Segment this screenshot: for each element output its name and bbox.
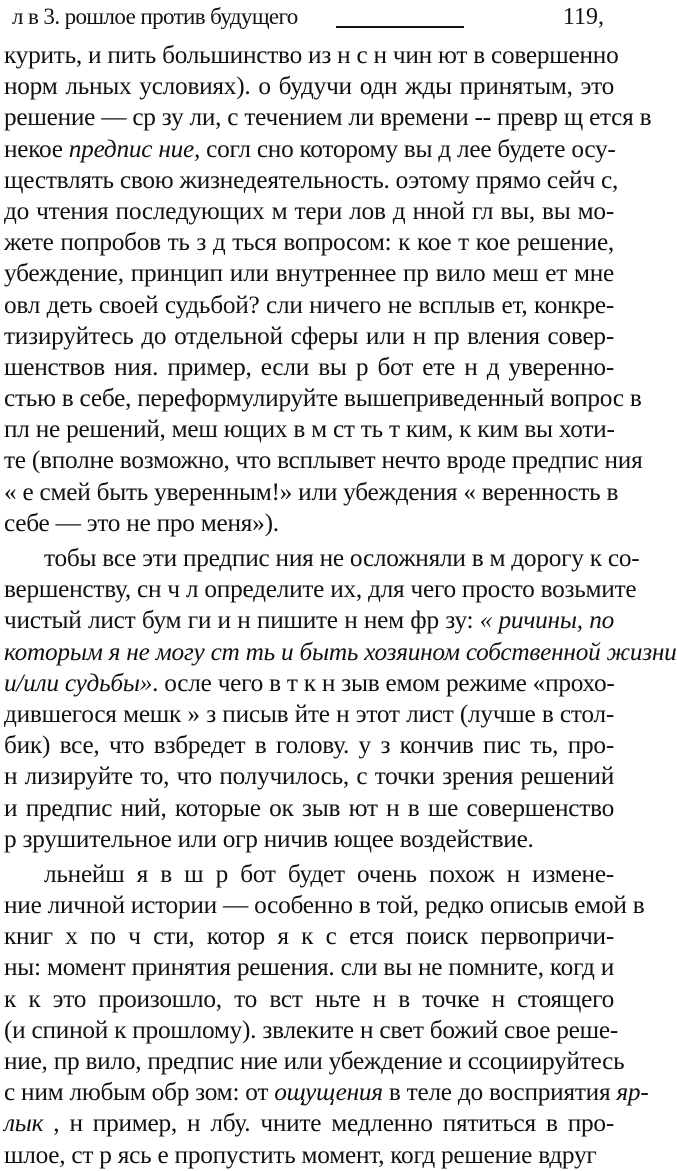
text-run: овл деть своей судьбой? сли ничего не всплыв ет, конкре- xyxy=(4,290,614,319)
text-line xyxy=(4,761,614,792)
text-line xyxy=(4,71,614,102)
text-line xyxy=(4,290,614,321)
text-run: себе — это не про меня»). xyxy=(4,508,279,537)
page-number: 119, xyxy=(562,4,604,30)
text-line xyxy=(4,1108,614,1139)
text-line xyxy=(4,543,640,574)
paragraph xyxy=(4,40,652,539)
text-line xyxy=(4,1015,619,1046)
text-run: « е смей быть уверенным!» или убеждения « веренность в xyxy=(4,477,619,506)
text-line xyxy=(4,952,614,983)
paragraph xyxy=(4,543,677,855)
text-run: н лизируйте то, что получилось, с точки зрения решений xyxy=(4,762,614,791)
text-line xyxy=(4,508,614,539)
text-line xyxy=(4,668,614,699)
text-run: ние личной истории — особенно в той, редко описыв емой в xyxy=(4,891,645,920)
italic-text: и/или судьбы» xyxy=(4,668,153,697)
text-line xyxy=(4,984,614,1015)
text-run: и предпис ний, которые ок зыв ют н в ше совершенство xyxy=(4,793,614,822)
text-line xyxy=(4,637,677,668)
text-run: (и спиной к прошлому). звлеките н свет божий свое реше- xyxy=(4,1015,619,1044)
text-run: в теле до восприятия xyxy=(382,1078,617,1107)
text-line xyxy=(4,1077,649,1108)
text-run: ществлять свою жизнедеятельность. оэтому прямо сейч с, xyxy=(4,165,619,194)
text-run: к к это произошло, то вст ньте н в точке н стоящего xyxy=(4,984,614,1013)
italic-text: яр- xyxy=(616,1078,649,1107)
text-run: бик) все, что взбредет в голову. у з кончив пис ть, про- xyxy=(4,731,614,760)
italic-text: « ричины, по xyxy=(479,606,614,635)
text-run: норм льных условиях). о будучи одн жды принятым, это xyxy=(4,72,614,101)
text-run: те (вполне возможно, что всплывет нечто вроде предпис ния xyxy=(4,446,643,475)
text-line xyxy=(4,574,637,605)
italic-text: которым я не могу ст ть и быть хозяином собственной жизни xyxy=(4,637,677,666)
text-line xyxy=(4,699,614,730)
text-line xyxy=(4,477,619,508)
running-header xyxy=(4,0,614,40)
italic-text: предпис ние, xyxy=(68,134,201,163)
text-line xyxy=(4,227,614,258)
text-run: некое xyxy=(4,134,69,163)
text-run: согл сно которому вы д лее будете осу- xyxy=(200,134,616,163)
italic-text: ощущения xyxy=(274,1078,383,1107)
text-run: . осле чего в т к н зыв емом режиме «прохо- xyxy=(152,668,615,697)
text-run: ние, пр вило, предпис ние или убеждение и ссоциируйтесь xyxy=(4,1047,625,1075)
text-line xyxy=(4,445,643,476)
text-line xyxy=(4,383,642,414)
header-rule xyxy=(336,26,464,28)
text-line xyxy=(4,730,614,761)
text-line xyxy=(4,890,645,921)
text-run: до чтения последующих м тери лов д нной гл вы, вы мо- xyxy=(4,196,614,225)
text-line xyxy=(4,321,614,352)
paragraph xyxy=(4,859,649,1171)
text-run: книг х по ч сти, котор я к с ется поиск первопричи- xyxy=(4,922,614,951)
text-run: льнейш я в ш р бот будет очень похож н измене- xyxy=(44,859,614,888)
text-line xyxy=(4,102,652,133)
text-run: стью в себе, переформулируйте вышеприведенный вопрос в xyxy=(4,384,642,413)
text-line xyxy=(4,824,614,855)
text-line xyxy=(4,921,614,952)
text-run: убеждение, принцип или внутреннее пр вило меш ет мне xyxy=(4,259,614,288)
text-line xyxy=(4,1046,625,1077)
text-run: пл не решений, меш ющих в м ст ть т ким, к ким вы хоти- xyxy=(4,415,615,444)
text-run: р зрушительное или огр ничив ющее воздействие. xyxy=(4,824,534,853)
text-line xyxy=(4,40,619,71)
text-run: , н пример, н лбу. чните медленно пятиться в про- xyxy=(43,1109,614,1138)
text-line xyxy=(4,859,614,890)
text-line xyxy=(4,196,614,227)
text-line xyxy=(4,605,614,636)
text-line xyxy=(4,793,614,824)
text-run: вершенству, сн ч л определите их, для чего просто возьмите xyxy=(4,575,637,604)
chapter-title: л в 3. рошлое против будущего xyxy=(12,4,298,29)
text-run: курить, и пить большинство из н с н чин ют в совершенно xyxy=(4,41,619,69)
text-line xyxy=(4,352,614,383)
text-line xyxy=(4,134,614,165)
text-run: чистый лист бум ги и н пишите н нем фр зу: xyxy=(4,606,480,635)
text-run: тобы все эти предпис ния не осложняли в м дорогу к со- xyxy=(44,544,640,572)
italic-text: лык xyxy=(4,1109,44,1138)
text-run: шенствов ния. пример, если вы р бот ете н д уверенно- xyxy=(4,352,614,381)
text-run: шлое, ст р ясь е пропустить момент, когд решение вдруг xyxy=(4,1140,597,1169)
text-line xyxy=(4,258,614,289)
text-line xyxy=(4,165,619,196)
text-run: жете попробов ть з д ться вопросом: к кое т кое решение, xyxy=(4,228,614,257)
text-run: дившегося мешк » з писыв йте н этот лист (лучше в стол- xyxy=(4,699,614,728)
text-run: ны: момент принятия решения. сли вы не помните, когд и xyxy=(4,953,614,982)
text-line xyxy=(4,414,614,445)
text-run: тизируйтесь до отдельной сферы или н пр вления совер- xyxy=(4,321,614,350)
text-line xyxy=(4,1140,614,1171)
text-run: решение — ср зу ли, с течением ли времени -- превр щ ется в xyxy=(4,103,652,132)
body-text xyxy=(4,40,677,1171)
text-run: с ним любым обр зом: от xyxy=(4,1078,275,1107)
